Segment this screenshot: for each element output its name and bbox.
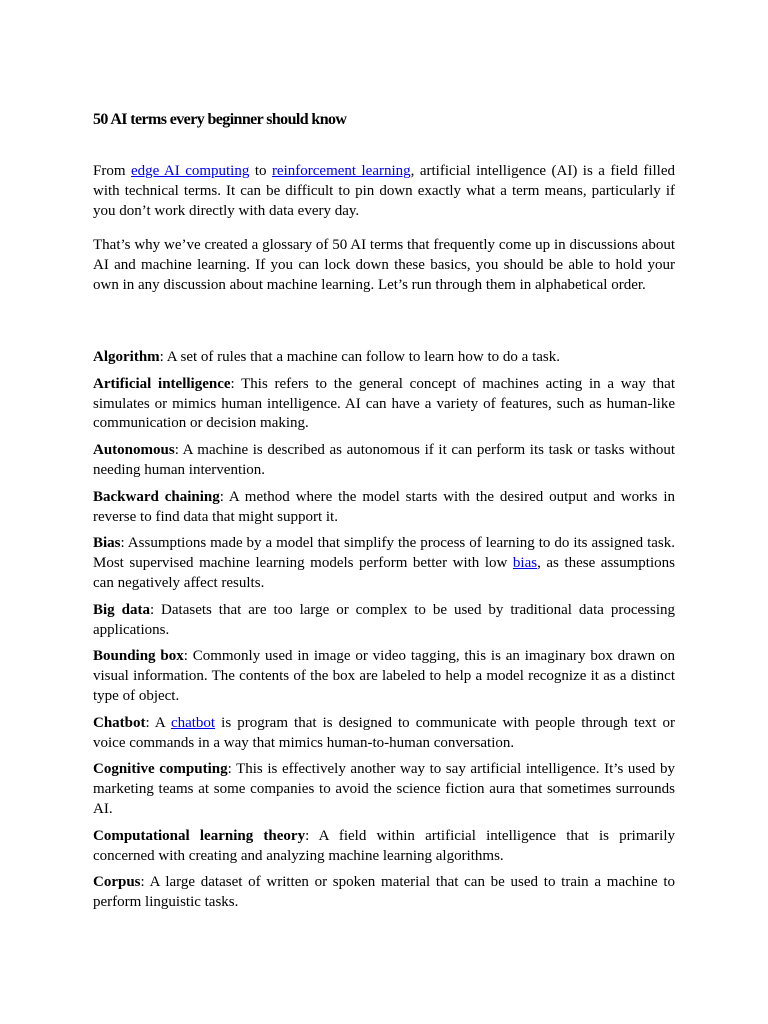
intro-text-to: to xyxy=(249,163,272,179)
glossary-term: Chatbot xyxy=(93,714,146,731)
glossary-entry-computational-learning-theory xyxy=(93,827,675,867)
glossary-entry-bounding-box xyxy=(93,647,675,706)
glossary-entry-cognitive-computing xyxy=(93,760,675,819)
glossary-definition: : Commonly used in image or video tagging, this is an imaginary box drawn on visual information. The contents of the box are labeled to help a model recognize it as a distinct type of object. xyxy=(93,648,675,704)
glossary-term: Big data xyxy=(93,601,150,618)
glossary-definition: : Datasets that are too large or complex to be used by traditional data processing applications. xyxy=(93,601,675,638)
glossary-definition-start: : A xyxy=(145,714,171,731)
glossary-term: Bias xyxy=(93,535,121,552)
glossary-definition-start: : Assumptions made by a model that simplify the process of learning to do its assigned task. Most supervised machine learning models perform better with low xyxy=(93,535,675,572)
intro-paragraph-2: That’s why we’ve created a glossary of 50 AI terms that frequently come up in discussions about AI and machine learning. If you can lock down these basics, you should be able to hold your own in any discussion about machine learning. Let’s run through them in alphabetical order. xyxy=(93,237,675,293)
edge-ai-computing-link[interactable]: edge AI computing xyxy=(130,163,250,179)
glossary-definition: : A set of rules that a machine can follow to learn how to do a task. xyxy=(159,349,560,365)
glossary-definition: : This is effectively another way to say artificial intelligence. It’s used by marketing teams at some companies to avoid the science fiction aura that sometimes surrounds AI. xyxy=(93,761,675,817)
glossary-term: Computational learning theory xyxy=(93,827,306,844)
glossary-entry-algorithm xyxy=(93,348,675,368)
glossary-term: Bounding box xyxy=(93,648,184,665)
glossary-definition: : A field within artificial intelligence that is primarily concerned with creating and analyzing machine learning algorithms. xyxy=(93,827,675,864)
glossary-list xyxy=(93,348,675,920)
intro-text-rest: , artificial intelligence (AI) is a field filled with technical terms. It can be difficult to pin down exactly what a term means, particularly if you don’t work directly with data every day. xyxy=(93,163,675,219)
glossary-term: Corpus xyxy=(93,874,141,891)
glossary-definition-end: is program that is designed to communicate with people through text or voice commands in a way that mimics human-to-human conversation. xyxy=(93,714,675,751)
glossary-definition-end: , as these assumptions can negatively affect results. xyxy=(93,555,675,591)
glossary-term: Artificial intelligence xyxy=(93,375,231,392)
glossary-entry-backward-chaining xyxy=(93,488,675,528)
chatbot-link[interactable]: chatbot xyxy=(170,714,216,731)
glossary-definition: : A machine is described as autonomous if it can perform its task or tasks without needing human intervention. xyxy=(93,442,675,478)
glossary-entry-corpus xyxy=(93,873,675,913)
document-title: 50 AI terms every beginner should know xyxy=(93,111,347,128)
glossary-definition: : This refers to the general concept of machines acting in a way that simulates or mimics human intelligence. AI can have a variety of features, such as human-like communication or decision making. xyxy=(93,375,675,432)
glossary-entry-bias xyxy=(93,534,675,593)
glossary-definition: : A method where the model starts with the desired output and works in reverse to find data that might support it. xyxy=(93,488,675,525)
glossary-term: Cognitive computing xyxy=(93,761,228,778)
glossary-term: Backward chaining xyxy=(93,488,220,505)
reinforcement-learning-link[interactable]: reinforcement learning xyxy=(271,163,411,179)
bias-link[interactable]: bias xyxy=(512,555,538,572)
glossary-term: Autonomous xyxy=(93,442,175,459)
intro-text-start: From xyxy=(93,163,131,179)
glossary-entry-autonomous xyxy=(93,441,675,481)
glossary-definition: : A large dataset of written or spoken material that can be used to train a machine to perform linguistic tasks. xyxy=(93,874,675,911)
glossary-entry-chatbot xyxy=(93,714,675,754)
intro-paragraph-1 xyxy=(93,162,675,221)
glossary-term: Algorithm xyxy=(93,349,160,365)
glossary-entry-big-data xyxy=(93,601,675,641)
glossary-entry-artificial-intelligence xyxy=(93,375,675,434)
